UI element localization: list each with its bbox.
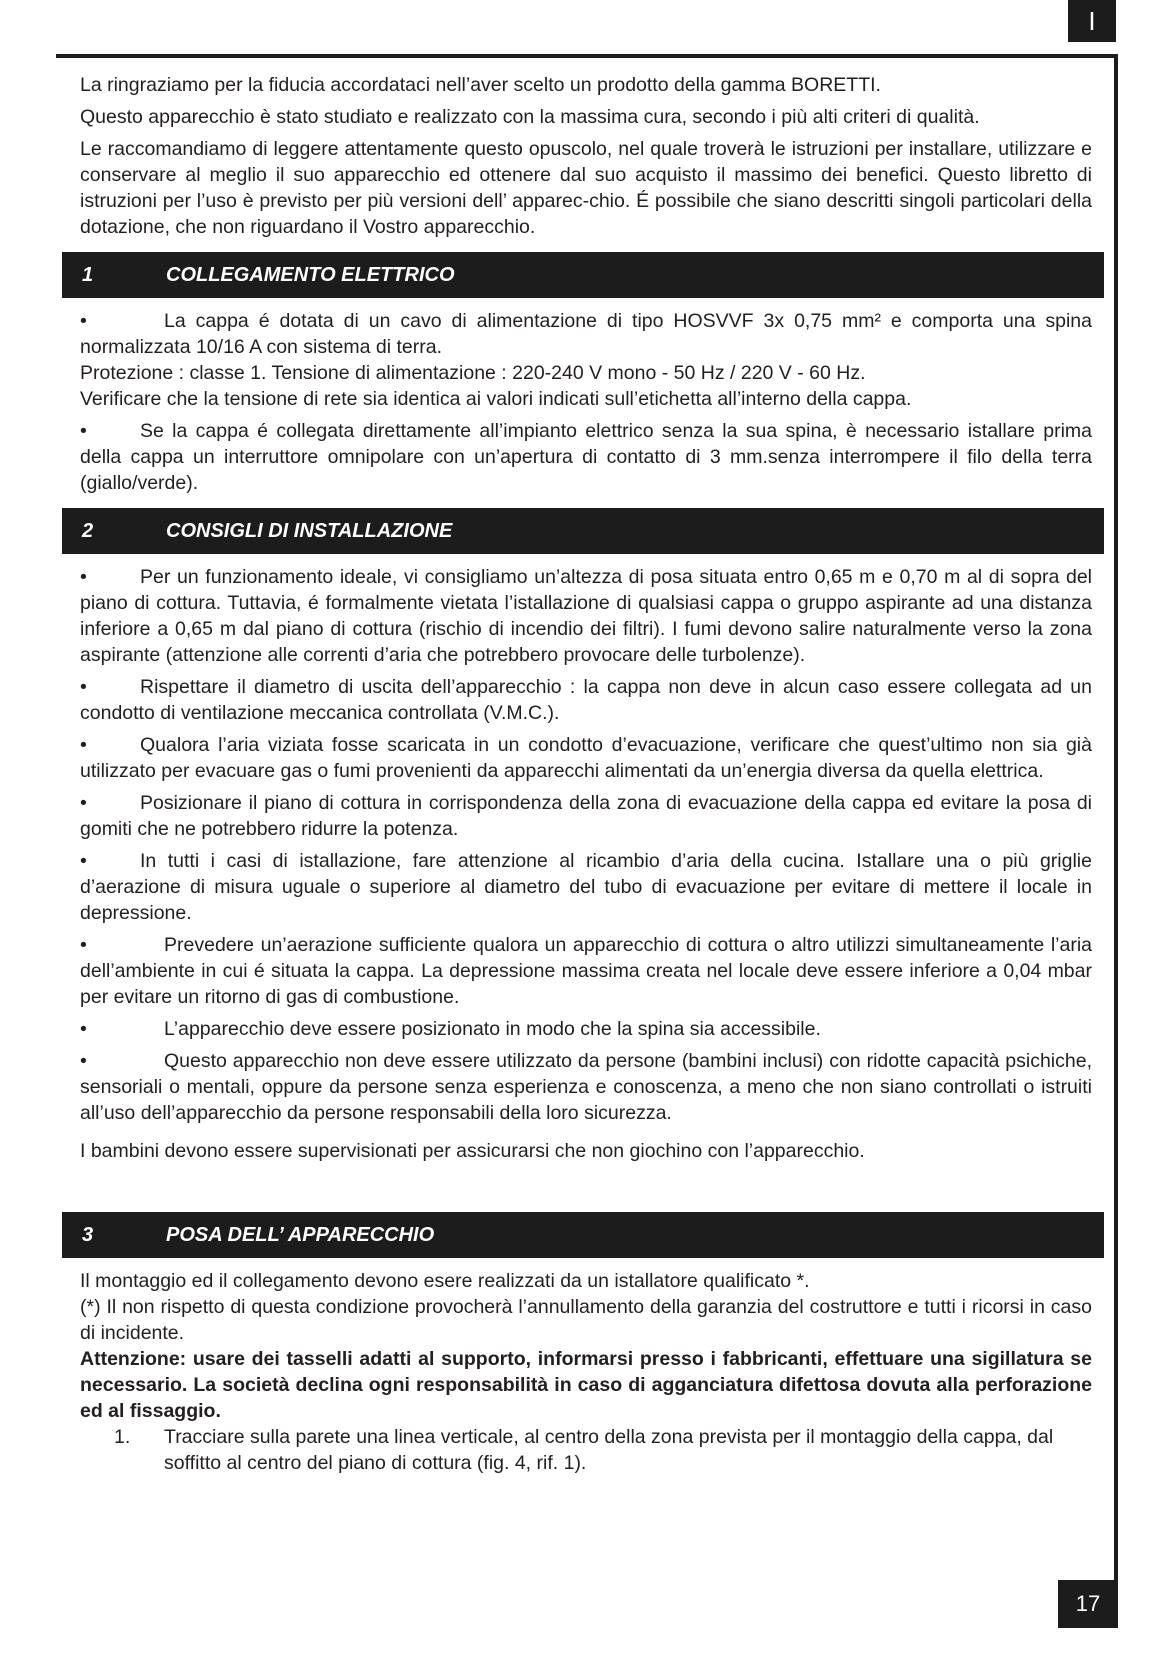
warning-paragraph: Attenzione: usare dei tasselli adatti al supporto, informarsi presso i fabbricanti, effettuare una sigillatura se necessario. La società declina ogni responsabilità in caso di agganciatura difettosa dovuta alla perforazione ed al fissaggio. [80,1348,1092,1422]
intro-paragraph: Questo apparecchio è stato studiato e realizzato con la massima cura, secondo i più alti criteri di qualità. [80,106,980,128]
bullet-item [80,790,1092,842]
bullet-icon: • [80,566,87,588]
step-number: 1. [114,1426,131,1448]
bullet-icon: • [80,934,87,956]
bullet-item [80,1048,1092,1126]
bullet-item [80,308,1092,360]
language-tab: I [1068,0,1116,42]
paragraph: Protezione : classe 1. Tensione di alimentazione : 220-240 V mono - 50 Hz / 220 V - 60 Hz. [80,362,866,384]
paragraph: Il montaggio ed il collegamento devono esere realizzati da un istallatore qualificato *. [80,1270,810,1292]
bullet-icon: • [80,734,87,756]
intro-paragraph: Le raccomandiamo di leggere attentamente questo opuscolo, nel quale troverà le istruzioni per installare, utilizzare e conservare al meglio il suo apparecchio ed ottenere dal suo acquisto il massimo dei benefici. Questo libretto di istruzioni per l’uso è previsto per più versioni dell’ apparec-chio. É possibile che siano descritti singoli particolari della dotazione, che non riguardano il Vostro apparecchio. [80,138,1092,238]
bullet-item [80,932,1092,1010]
section-header-2 [62,508,1104,554]
section-title: POSA DELL’ APPARECCHIO [166,1224,435,1246]
bullet-text: La cappa é dotata di un cavo di alimentazione di tipo HOSVVF 3x 0,75 mm² e comporta una spina normalizzata 10/16 A con sistema di terra. [80,310,1092,358]
paragraph: Verificare che la tensione di rete sia identica ai valori indicati sull’etichetta all’interno della cappa. [80,388,912,410]
bullet-text: In tutti i casi di istallazione, fare attenzione al ricambio d’aria della cucina. Istallare una o più griglie d’aerazione di misura uguale o superiore al diametro del tubo di evacuazione per evitare di mettere il locale in depressione. [80,850,1092,924]
bullet-item [80,732,1092,784]
right-rule [1114,54,1118,1582]
bullet-icon: • [80,1018,87,1040]
bullet-text: L’apparecchio deve essere posizionato in modo che la spina sia accessibile. [164,1018,821,1040]
bullet-icon: • [80,310,87,332]
bullet-text: Rispettare il diametro di uscita dell’apparecchio : la cappa non deve in alcun caso essere collegata ad un condotto di ventilazione meccanica controllata (V.M.C.). [80,676,1092,724]
intro-paragraph: La ringraziamo per la fiducia accordataci nell’aver scelto un prodotto della gamma BORETTI. [80,74,881,96]
section-header-1 [62,252,1104,298]
section-number: 3 [82,1224,94,1246]
spacer [80,1170,1092,1200]
bullet-icon: • [80,850,87,872]
bullet-item [80,848,1092,926]
bullet-text: Prevedere un’aerazione sufficiente qualora un apparecchio di cottura o altro utilizzi simultaneamente l’aria dell’ambiente in cui é situata la cappa. La depressione massima creata nel locale deve essere inferiore a 0,04 mbar per evitare un ritorno di gas di combustione. [80,934,1092,1008]
bullet-item [80,418,1092,496]
bullet-icon: • [80,792,87,814]
section-number: 1 [82,264,94,286]
bullet-text: Posizionare il piano di cottura in corrispondenza della zona di evacuazione della cappa ed evitare la posa di gomiti che ne potrebbero ridurre la potenza. [80,792,1092,840]
page-content [80,72,1092,1476]
paragraph: (*) Il non rispetto di questa condizione provocherà l’annullamento della garanzia del costruttore e tutti i ricorsi in caso di incidente. [80,1296,1092,1344]
bullet-text: Qualora l’aria viziata fosse scaricata in un condotto d’evacuazione, verificare che quest’ultimo non sia già utilizzato per evacuare gas o fumi provenienti da apparecchi alimentati da un’energia diversa da quella elettrica. [80,734,1092,782]
section-header-3 [62,1212,1104,1258]
bullet-icon: • [80,676,87,698]
bullet-item [80,564,1092,668]
bullet-text: Questo apparecchio non deve essere utilizzato da persone (bambini inclusi) con ridotte capacità psichiche, sensoriali o mentali, oppure da persone senza esperienza e conoscenza, a meno che non siano controllati o istruiti all’uso dell’apparecchio da persone responsabili della loro sicurezza. [80,1050,1092,1124]
top-rule [56,54,1118,58]
bullet-item [80,674,1092,726]
page-number: 17 [1058,1580,1118,1628]
paragraph: I bambini devono essere supervisionati per assicurarsi che non giochino con l’apparecchio. [80,1140,865,1162]
bullet-item [80,1016,1092,1042]
bullet-icon: • [80,1050,87,1072]
bullet-text: Per un funzionamento ideale, vi consigliamo un’altezza di posa situata entro 0,65 m e 0,70 m al di sopra del piano di cottura. Tuttavia, é formalmente vietata l’istallazione di qualsiasi cappa o gruppo aspirante ad una distanza inferiore a 0,65 m dal piano di cottura (rischio di incendio dei filtri). I fumi devono salire naturalmente verso la zona aspirante (attenzione alle correnti d’aria che potrebbero provocare delle turbolenze). [80,566,1092,666]
bullet-text: Se la cappa é collegata direttamente all’impianto elettrico senza la sua spina, è necessario istallare prima della cappa un interruttore omnipolare con un’apertura di contatto di 3 mm.senza interrompere il filo della terra (giallo/verde). [80,420,1092,494]
step-text: Tracciare sulla parete una linea verticale, al centro della zona prevista per il montaggio della cappa, dal soffitto al centro del piano di cottura (fig. 4, rif. 1). [164,1426,1054,1474]
numbered-step [80,1424,1092,1476]
bullet-icon: • [80,420,87,442]
section-title: CONSIGLI DI INSTALLAZIONE [166,520,453,542]
section-title: COLLEGAMENTO ELETTRICO [166,264,455,286]
section-number: 2 [82,520,94,542]
